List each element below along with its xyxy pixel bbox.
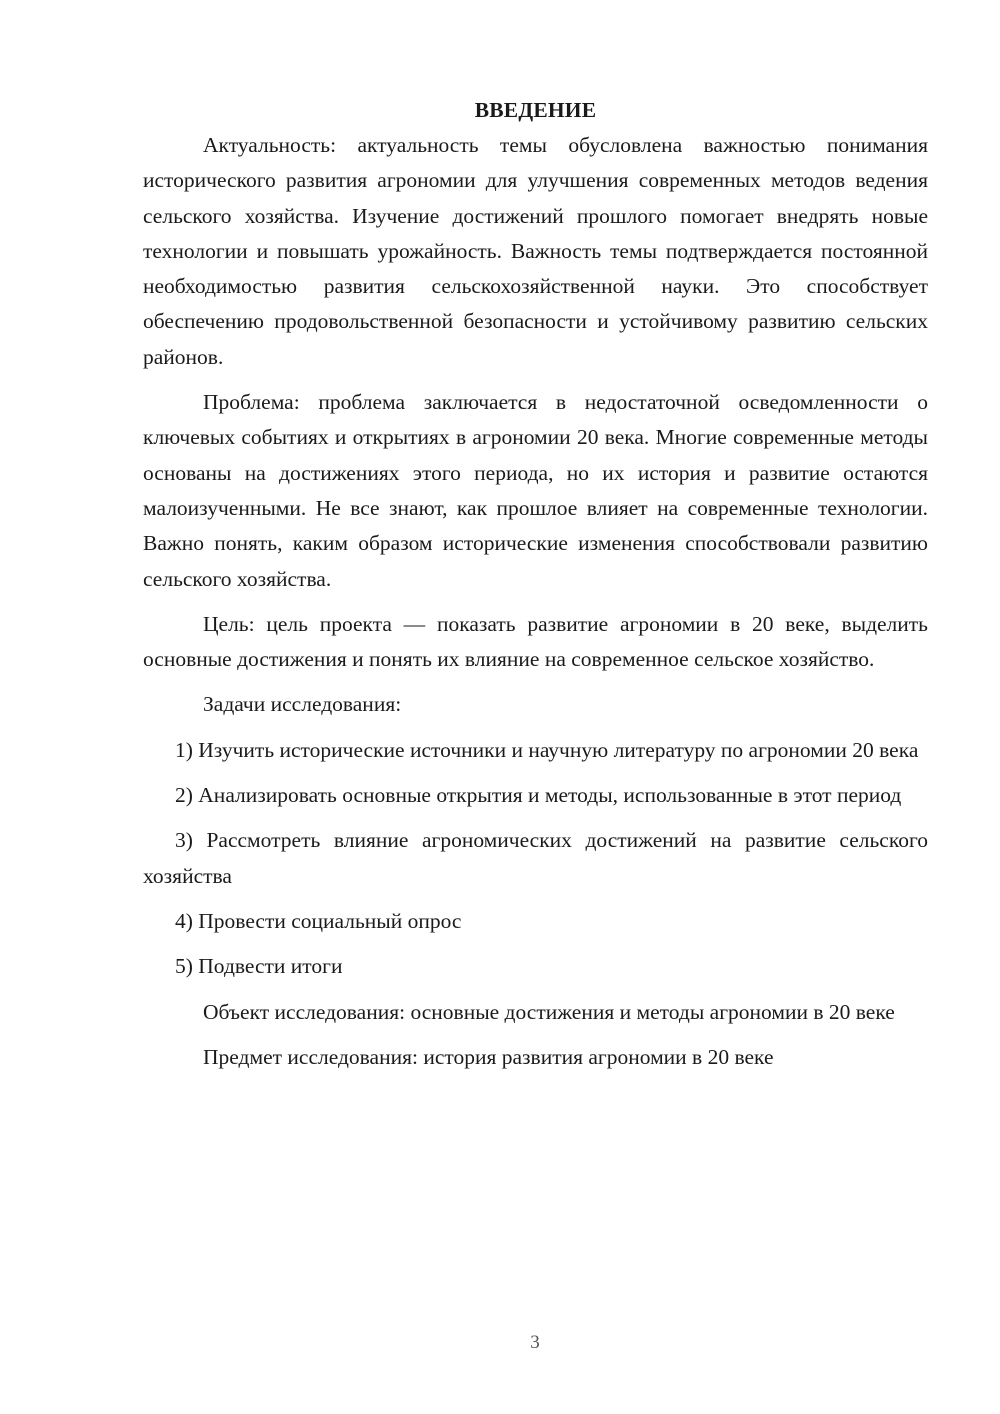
relevance-paragraph: Актуальность: актуальность темы обусловлена важностью понимания исторического развития агрономии для улучшения современных методов ведения сельского хозяйства. Изучение достижений прошлого помогает внедрять новые технологии и повышать урожайность. Важность темы подтверждается постоянной необходимостью развития сельскохозяйственной науки. Это способствует обеспечению продовольственной безопасности и устойчивому развитию сельских районов. <box>143 133 928 369</box>
problem-paragraph: Проблема: проблема заключается в недостаточной осведомленности о ключевых событиях и открытиях в агрономии 20 века. Многие современные методы основаны на достижениях этого периода, но их история и развитие остаются малоизученными. Не все знают, как прошлое влияет на современные технологии. Важно понять, каким образом исторические изменения способствовали развитию сельского хозяйства. <box>143 390 928 591</box>
task-item: 3) Рассмотреть влияние агрономических достижений на развитие сельского хозяйства <box>143 828 928 888</box>
object-paragraph: Объект исследования: основные достижения и методы агрономии в 20 веке <box>203 999 895 1024</box>
goal-paragraph: Цель: цель проекта — показать развитие агрономии в 20 веке, выделить основные достижения и понять их влияние на современное сельское хозяйство. <box>143 611 928 672</box>
document-page <box>143 93 928 1075</box>
task-item: 4) Провести социальный опрос <box>175 908 462 933</box>
page-number: 3 <box>530 1332 540 1353</box>
tasks-heading: Задачи исследования: <box>203 692 402 717</box>
task-item: 5) Подвести итоги <box>175 954 343 979</box>
task-item: 1) Изучить исторические источники и научную литературу по агрономии 20 века <box>175 737 919 762</box>
subject-paragraph: Предмет исследования: история развития агрономии в 20 веке <box>203 1044 774 1069</box>
section-title: ВВЕДЕНИЕ <box>474 98 597 122</box>
task-item: 2) Анализировать основные открытия и методы, использованные в этот период <box>175 783 902 808</box>
